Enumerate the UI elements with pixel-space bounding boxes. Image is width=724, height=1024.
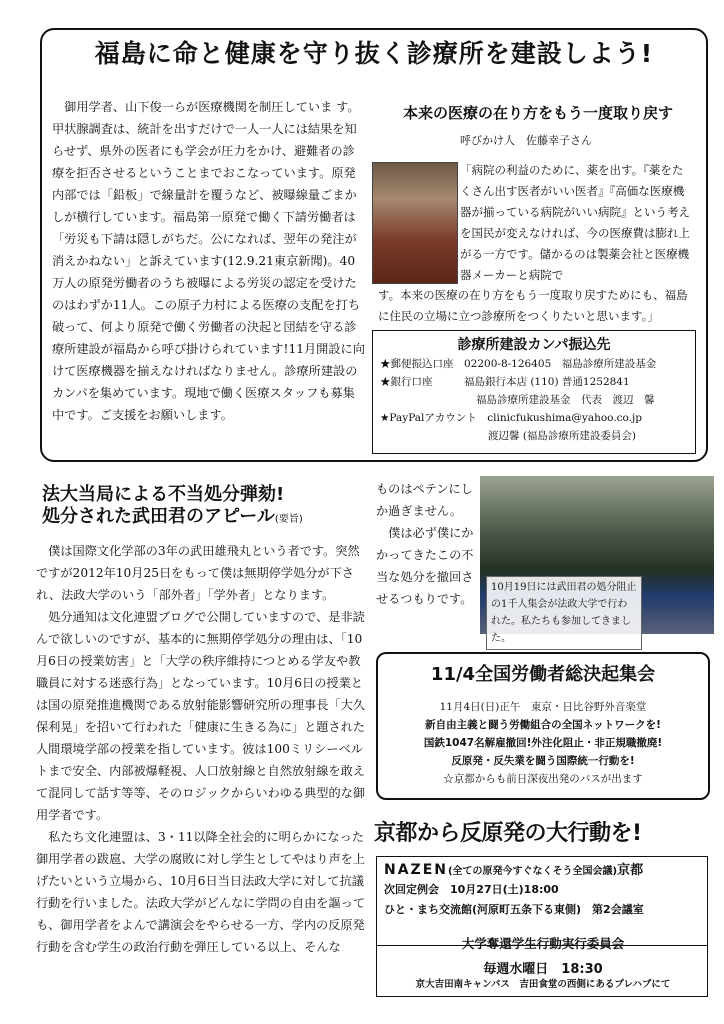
committee-schedule: 毎週水曜日 18:30 bbox=[483, 962, 603, 977]
nazen-name: NAZEN bbox=[384, 862, 448, 878]
appeal-title bbox=[42, 484, 372, 531]
sidebar-title: 本来の医療の在り方をもう一度取り戻す bbox=[402, 104, 673, 122]
committee-name: 大学奪還学生行動実行委員会 bbox=[461, 936, 625, 951]
donation-postal: ★郵便振込口座 02200-8-126405 福島診療所建設基金 bbox=[380, 358, 657, 370]
rally-slogan-3: 反原発・反失業を闘う国際統一行動を! bbox=[451, 755, 635, 767]
donation-title: 診療所建設カンパ振込先 bbox=[457, 337, 611, 353]
committee-place: 京大吉田南キャンパス 吉田食堂の西側にあるプレハブにて bbox=[415, 979, 671, 990]
nazen-heading bbox=[384, 860, 704, 882]
appeal-title-line2: 処分された武田君のアピール bbox=[42, 506, 275, 527]
nazen-venue: ひと・まち交流館(河原町五条下る東側) 第2会議室 bbox=[384, 903, 644, 916]
sidebar-quote-1: 「病院の利益のために、薬を出す。『薬をたくさん出す医者がいい医者』『高価な医療機器が揃っている病院がいい病院』という考えを国民が変えなければ、今の医療費は膨れ上がる一方です。儲かるのは製薬会社と医療機器メーカーと病院で bbox=[460, 163, 690, 282]
appeal-title-line1: 法大当局による不当処分弾劾! bbox=[42, 484, 285, 505]
sidebar-caller: 呼びかけ人 佐藤幸子さん bbox=[460, 134, 592, 147]
sidebar-quote-2: す。本来の医療の在り方をもう一度取り戻すためにも、福島に住民の立場に立つ診療所をつくりたいと思います。」 bbox=[378, 288, 688, 323]
page-headline: 福島に命と健康を守り抜く診療所を建設しよう! bbox=[94, 39, 654, 68]
clinic-article-body: 御用学者、山下俊一らが医療機関を制圧していま す。甲状腺調査は、統計を出すだけで一人一人には結果を知らせず、県外の医者にも学会が圧力をかけ、避難者の診療を拒否させるということまでおこなっています。原発内部では「鉛板」で線量計を覆うなど、被曝線量ごまかしが横行しています。福島第一原発で働く下請労働者は「労災も下請は隠しがちだ。公になれば、翌年の発注が消えかねない」と訴えています(12.9.21東京新聞)。40万人の原発労働者のうち被曝による労災の認定を受けたのはわずか11人。この原子力村による医療の支配を打ち破って、何より原発で働く労働者の決起と団結を守る診療所建設が福島から呼び掛けられています!11月開設に向けて医療機器を揃えなければなりません。診療所建設のカンパを集めています。現地で働く医療スタッフも募集中です。ご支援をお願いします。 bbox=[52, 100, 365, 422]
nazen-note: (全ての原発今すぐなくそう全国会議) bbox=[447, 866, 618, 877]
appeal-continued: ものはペテンにしか過ぎません。 僕は必ず僕にかかってきたこの不当な処分を撤回させるつもりです。 bbox=[376, 482, 474, 606]
rally-details bbox=[376, 698, 710, 788]
portrait-photo bbox=[372, 162, 458, 284]
rally-slogan-2: 国鉄1047名解雇撤回!外注化阻止・非正規職撤廃! bbox=[423, 737, 663, 749]
nazen-meeting: 次回定例会 10月27日(土)18:00 bbox=[384, 883, 559, 896]
rally-date: 11月4日(日)正午 東京・日比谷野外音楽堂 bbox=[439, 701, 647, 713]
donation-paypal: ★PayPalアカウント clinicfukushima@yahoo.co.jp bbox=[380, 412, 642, 424]
donation-bank: ★銀行口座 福島銀行本店 (110) 普通1252841 bbox=[380, 376, 630, 388]
kyoto-headline: 京都から反原発の大行動を! bbox=[374, 821, 642, 846]
donation-paypal-holder: 渡辺馨 (福島診療所建設委員会) bbox=[488, 430, 637, 442]
rally-bus-note: ☆京都からも前日深夜出発のバスが出ます bbox=[443, 773, 643, 785]
photo-caption: 10月19日には武田君の処分阻止の1千人集会が法政大学で行われた。私たちも参加してきました。 bbox=[486, 576, 642, 650]
donation-account-holder: 福島診療所建設基金 代表 渡辺 馨 bbox=[476, 394, 655, 406]
nazen-city: 京都 bbox=[617, 863, 644, 878]
rally-title: 11/4全国労働者総決起集会 bbox=[430, 664, 656, 685]
appeal-body: 僕は国際文化学部の3年の武田雄飛丸という者です。突然ですが2012年10月25日をもって僕は無期停学処分が下され、法政大学のいう「部外者」「学外者」となります。 処分通知は文化連盟ブログで公開していますので、是非読んで欲しいのですが、基本的に無期停学処分の理由は、「10月6日の授業妨害」と「大学の秩序維持につとめる学友や教職員に対する迷惑行為」となっています。10月6日の授業とは国の原発推進機関である放射能影響研究所の理事長「大久保利晃」を招いて行われた「健康に生きる為に」と題された人間環境学部の授業を指しています。彼は100ミリシーベルトまで安全、内部被爆軽視、人口放射線と自然放射線を敢えて混同して話す等等、そのロジックからいわゆる典型的な御用学者です。 私たち文化連盟は、3・11以降全社会的に明らかになった御用学者の跋扈、大学の腐敗に対し学生としてやはり声を上げたいという立場から、10月6日当日法政大学に対して抗議行動を行いました。法政大学がどんなに学問の自由を謳っても、御用学者をよんで講演会をやらせる一方、学内の反原発行動を含む学生の政治行動を弾圧している以上、そんな bbox=[36, 544, 366, 954]
appeal-title-note: (要旨) bbox=[274, 514, 303, 525]
rally-slogan-1: 新自由主義と闘う労働組合の全国ネットワークを! bbox=[425, 719, 661, 731]
